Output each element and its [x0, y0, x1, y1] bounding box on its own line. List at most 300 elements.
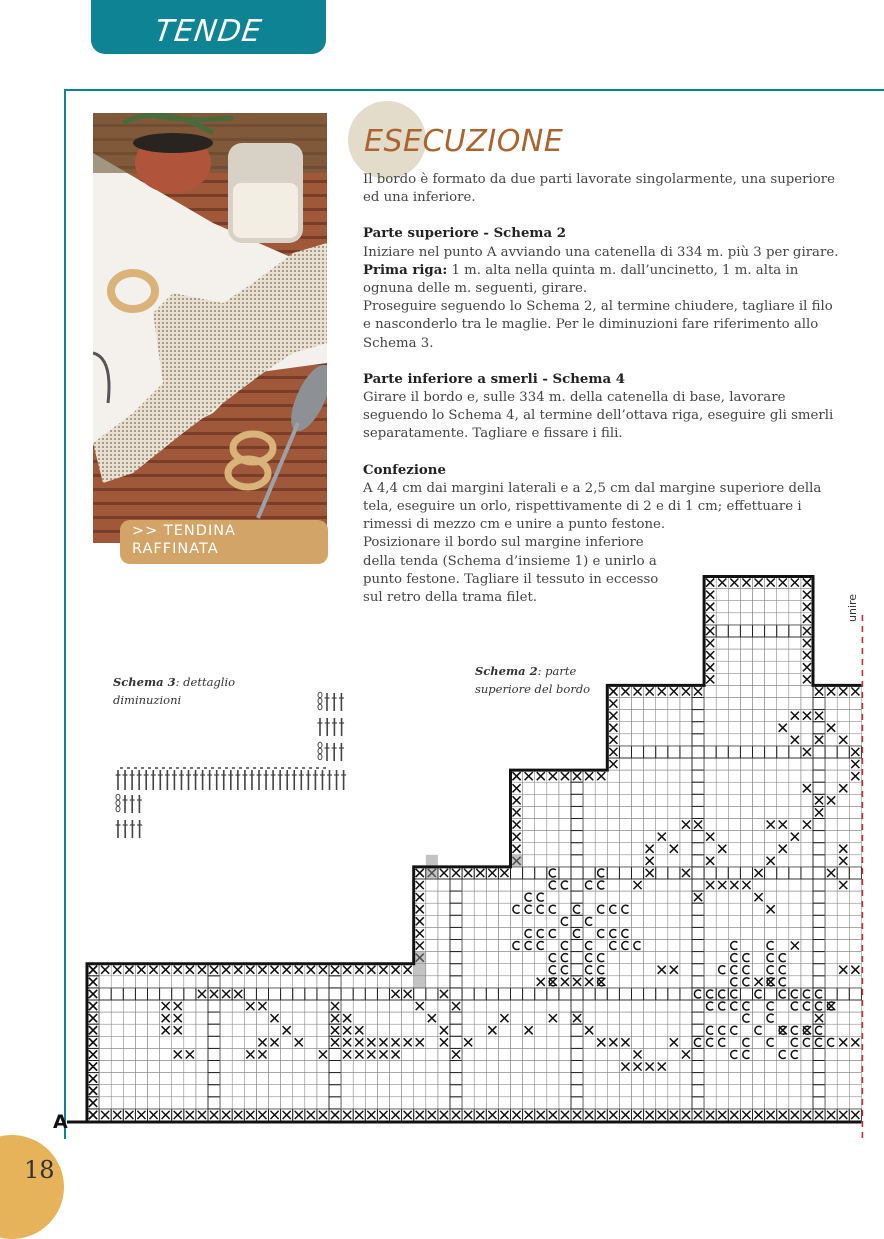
chart-cell — [619, 794, 631, 806]
chart-cell — [777, 770, 789, 782]
filled-cell-mark — [839, 784, 847, 792]
chart-cell — [656, 1024, 668, 1036]
filled-cell-mark — [210, 990, 218, 998]
chart-cell — [559, 794, 571, 806]
chart-cell — [692, 806, 704, 818]
chart-cell — [462, 976, 474, 988]
lacet-cell-mark — [537, 893, 544, 901]
chart-cell — [753, 940, 765, 952]
chart-cell — [256, 1061, 268, 1073]
chart-cell — [765, 1097, 777, 1109]
chart-cell — [680, 891, 692, 903]
chart-cell — [353, 976, 365, 988]
chart-cell — [765, 806, 777, 818]
filled-cell-mark — [706, 627, 714, 635]
chart-cell — [753, 927, 765, 939]
chart-cell — [619, 746, 631, 758]
chart-cell — [837, 722, 849, 734]
chart-cell — [813, 758, 825, 770]
chart-cell — [474, 879, 486, 891]
lacet-cell-mark — [549, 954, 556, 962]
chart-cell — [789, 673, 801, 685]
upper-part-paragraph-3: Proseguire seguendo lo Schema 2, al termine chiudere, tagliare il filo e nasconderlo tra le maglie. Per le diminuzioni fare riferimento allo Schema 3. — [363, 299, 833, 351]
chart-cell — [317, 1036, 329, 1048]
chart-cell — [813, 1097, 825, 1109]
chart-cell — [511, 915, 523, 927]
chart-cell — [486, 952, 498, 964]
chart-cell — [438, 1073, 450, 1085]
chart-cell — [740, 988, 752, 1000]
chart-cell — [644, 722, 656, 734]
chart-cell — [607, 770, 619, 782]
chart-cell — [462, 1085, 474, 1097]
chart-cell — [523, 819, 535, 831]
chart-cell — [523, 1061, 535, 1073]
filled-cell-mark — [222, 990, 230, 998]
chart-cell — [813, 940, 825, 952]
chart-cell — [571, 819, 583, 831]
filled-cell-mark — [513, 821, 521, 829]
chart-cell — [607, 879, 619, 891]
chart-cell — [523, 952, 535, 964]
chart-cell — [728, 637, 740, 649]
chart-cell — [619, 843, 631, 855]
chart-cell — [680, 806, 692, 818]
chart-cell — [426, 1000, 438, 1012]
chart-cell — [789, 649, 801, 661]
chart-cell — [849, 843, 861, 855]
chart-cell — [632, 1000, 644, 1012]
chart-cell — [813, 903, 825, 915]
chart-cell — [196, 1024, 208, 1036]
chart-cell — [728, 806, 740, 818]
filled-cell-mark — [646, 845, 654, 853]
chart-cell — [523, 867, 535, 879]
chart-cell — [426, 903, 438, 915]
chart-cell — [619, 891, 631, 903]
chart-cell — [632, 952, 644, 964]
chart-cell — [704, 746, 716, 758]
chart-cell — [680, 1024, 692, 1036]
chart-cell — [849, 976, 861, 988]
chart-cell — [765, 589, 777, 601]
chart-cell — [244, 1024, 256, 1036]
filled-cell-mark — [113, 1111, 121, 1119]
filled-cell-mark — [331, 1002, 339, 1010]
chart-cell — [644, 927, 656, 939]
lacet-cell-mark — [731, 1026, 738, 1034]
filled-cell-mark — [839, 736, 847, 744]
chart-cell — [740, 903, 752, 915]
chart-cell — [607, 915, 619, 927]
chart-cell — [644, 1048, 656, 1060]
chart-cell — [753, 661, 765, 673]
filled-cell-mark — [513, 784, 521, 792]
chart-cell — [317, 1085, 329, 1097]
chart-cell — [680, 843, 692, 855]
chart-cell — [753, 589, 765, 601]
filled-cell-mark — [827, 869, 835, 877]
chart-cell — [426, 1036, 438, 1048]
chart-cell — [692, 746, 704, 758]
chart-cell — [595, 1097, 607, 1109]
filled-cell-mark — [755, 869, 763, 877]
chart-cell — [801, 1085, 813, 1097]
chart-cell — [619, 1024, 631, 1036]
chart-cell — [281, 1073, 293, 1085]
chart-cell — [765, 1073, 777, 1085]
chart-cell — [837, 698, 849, 710]
chart-cell — [704, 843, 716, 855]
filled-cell-mark — [634, 1111, 642, 1119]
chart-cell — [753, 685, 765, 697]
chart-cell — [402, 1012, 414, 1024]
filled-cell-mark — [670, 1038, 678, 1046]
filled-cell-mark — [198, 1111, 206, 1119]
chart-cell — [813, 843, 825, 855]
filled-cell-mark — [464, 869, 472, 877]
chart-cell — [607, 819, 619, 831]
filled-cell-mark — [452, 869, 460, 877]
chart-cell — [196, 1036, 208, 1048]
filled-cell-mark — [706, 579, 714, 587]
lacet-cell-mark — [707, 1038, 714, 1046]
lacet-cell-mark — [791, 1050, 798, 1058]
chart-cell — [801, 1012, 813, 1024]
filled-cell-mark — [561, 1111, 569, 1119]
chart-cell — [99, 1073, 111, 1085]
filled-cell-mark — [767, 821, 775, 829]
chart-cell — [632, 746, 644, 758]
chart-cell — [656, 915, 668, 927]
chart-cell — [377, 1097, 389, 1109]
chart-cell — [789, 964, 801, 976]
upper-part-paragraph-1: Iniziare nel punto A avviando una catenella di 334 m. più 3 per girare. — [363, 244, 839, 260]
filled-cell-mark — [89, 1075, 97, 1083]
chart-cell — [256, 1073, 268, 1085]
filled-cell-mark — [440, 990, 448, 998]
filled-cell-mark — [706, 603, 714, 611]
chart-cell — [123, 1085, 135, 1097]
chart-cell — [426, 1061, 438, 1073]
chart-cell — [619, 1097, 631, 1109]
chart-cell — [184, 988, 196, 1000]
chart-cell — [704, 722, 716, 734]
chart-cell — [450, 915, 462, 927]
chart-cell — [619, 1000, 631, 1012]
chart-cell — [160, 1061, 172, 1073]
chart-cell — [511, 891, 523, 903]
chart-cell — [595, 1061, 607, 1073]
chart-cell — [438, 1085, 450, 1097]
chart-cell — [281, 1036, 293, 1048]
filled-cell-mark — [839, 687, 847, 695]
chart-cell — [753, 734, 765, 746]
chart-cell — [644, 879, 656, 891]
chart-cell — [813, 770, 825, 782]
chart-cell — [184, 1061, 196, 1073]
chart-cell — [148, 1000, 160, 1012]
chart-cell — [244, 1036, 256, 1048]
chart-cell — [656, 927, 668, 939]
chart-cell — [668, 940, 680, 952]
chart-cell — [365, 976, 377, 988]
chart-cell — [111, 1000, 123, 1012]
filled-cell-mark — [839, 1111, 847, 1119]
filled-cell-mark — [258, 1038, 266, 1046]
filled-cell-mark — [730, 579, 738, 587]
chart-cell — [716, 915, 728, 927]
filled-cell-mark — [779, 724, 787, 732]
chart-cell — [632, 831, 644, 843]
chart-cell — [571, 964, 583, 976]
chart-cell — [498, 927, 510, 939]
chart-cell — [656, 891, 668, 903]
chart-cell — [123, 1097, 135, 1109]
chart-cell — [789, 952, 801, 964]
chart-cell — [498, 1097, 510, 1109]
chart-cell — [583, 1097, 595, 1109]
start-point-label: A — [53, 1111, 68, 1133]
filled-cell-mark — [815, 796, 823, 804]
chart-cell — [474, 1073, 486, 1085]
chart-cell — [644, 806, 656, 818]
filled-cell-mark — [513, 1111, 521, 1119]
chart-cell — [450, 940, 462, 952]
chart-cell — [753, 770, 765, 782]
chart-cell — [571, 806, 583, 818]
filled-cell-mark — [791, 736, 799, 744]
chart-cell — [789, 613, 801, 625]
chart-cell — [196, 1061, 208, 1073]
chart-cell — [450, 1012, 462, 1024]
chart-cell — [135, 1036, 147, 1048]
filled-cell-mark — [258, 1111, 266, 1119]
chart-cell — [583, 1085, 595, 1097]
chart-cell — [753, 1000, 765, 1012]
filled-cell-mark — [851, 772, 859, 780]
chart-cell — [680, 698, 692, 710]
filled-cell-mark — [803, 748, 811, 756]
caption-line-1: >> TENDINA — [132, 523, 236, 539]
filled-cell-mark — [392, 1038, 400, 1046]
chart-cell — [148, 1012, 160, 1024]
chart-cell — [680, 770, 692, 782]
chart-cell — [256, 1097, 268, 1109]
chart-cell — [498, 891, 510, 903]
chart-cell — [365, 1097, 377, 1109]
chart-cell — [450, 1036, 462, 1048]
chart-cell — [777, 1000, 789, 1012]
chart-cell — [753, 806, 765, 818]
chart-cell — [269, 1000, 281, 1012]
chart-cell — [135, 1012, 147, 1024]
chart-cell — [559, 831, 571, 843]
filled-cell-mark — [755, 978, 763, 986]
chart-cell — [632, 915, 644, 927]
chart-cell — [801, 976, 813, 988]
chart-cell — [656, 722, 668, 734]
chart-cell — [740, 637, 752, 649]
chart-cell — [813, 915, 825, 927]
chart-cell — [704, 927, 716, 939]
filled-cell-mark — [815, 687, 823, 695]
chart-cell — [837, 1061, 849, 1073]
chart-cell — [607, 1024, 619, 1036]
filled-cell-mark — [803, 712, 811, 720]
chart-cell — [390, 1012, 402, 1024]
chart-cell — [377, 1024, 389, 1036]
filled-cell-mark — [827, 1111, 835, 1119]
chart-cell — [438, 952, 450, 964]
chart-cell — [390, 976, 402, 988]
chart-cell — [716, 685, 728, 697]
filled-cell-mark — [464, 1111, 472, 1119]
chart-cell — [801, 867, 813, 879]
chart-cell — [825, 940, 837, 952]
chart-cell — [462, 988, 474, 1000]
chart-cell — [740, 1085, 752, 1097]
chart-cell — [680, 988, 692, 1000]
filled-cell-mark — [803, 627, 811, 635]
chart-cell — [498, 988, 510, 1000]
chart-cell — [547, 940, 559, 952]
chart-cell — [438, 879, 450, 891]
filled-cell-mark — [779, 821, 787, 829]
chart-cell — [256, 1085, 268, 1097]
lacet-cell-mark — [561, 966, 568, 974]
lacet-cell-mark — [719, 990, 726, 998]
lacet-cell-mark — [525, 942, 532, 950]
chart-cell — [535, 794, 547, 806]
chart-cell — [801, 806, 813, 818]
chart-cell — [99, 1000, 111, 1012]
chart-cell — [740, 661, 752, 673]
chart-cell — [498, 1073, 510, 1085]
chart-cell — [571, 952, 583, 964]
chart-cell — [148, 1061, 160, 1073]
chart-cell — [825, 806, 837, 818]
chart-cell — [704, 794, 716, 806]
chart-cell — [511, 867, 523, 879]
chart-cell — [801, 1061, 813, 1073]
filled-cell-mark — [331, 966, 339, 974]
chart-cell — [765, 867, 777, 879]
chart-cell — [547, 843, 559, 855]
filled-cell-mark — [307, 1111, 315, 1119]
chart-cell — [111, 1036, 123, 1048]
chart-cell — [789, 589, 801, 601]
chart-cell — [849, 782, 861, 794]
chart-cell — [511, 927, 523, 939]
chart-cell — [498, 1000, 510, 1012]
schema2-label-rest: : parte — [537, 664, 577, 678]
chart-cell — [498, 903, 510, 915]
filled-cell-mark — [89, 1111, 97, 1119]
chart-cell — [220, 976, 232, 988]
chart-cell — [486, 988, 498, 1000]
chart-cell — [632, 843, 644, 855]
chart-cell — [632, 855, 644, 867]
lower-part-heading: Parte inferiore a smerli - Schema 4 — [363, 371, 625, 387]
filled-cell-mark — [162, 966, 170, 974]
chart-cell — [377, 1012, 389, 1024]
filled-cell-mark — [851, 748, 859, 756]
chart-cell — [716, 601, 728, 613]
lacet-cell-mark — [525, 929, 532, 937]
chart-cell — [535, 1085, 547, 1097]
chart-cell — [547, 1085, 559, 1097]
lower-part-paragraph: Girare il bordo e, sulle 334 m. della catenella di base, lavorare seguendo lo Schema 4, al termine dell’ottava riga, eseguire gli smerli separatamente. Tagliare e fissare i fili. — [363, 390, 834, 442]
chart-cell — [377, 988, 389, 1000]
filled-cell-mark — [162, 1111, 170, 1119]
chart-cell — [523, 1036, 535, 1048]
chart-cell — [595, 855, 607, 867]
chart-cell — [148, 988, 160, 1000]
chart-cell — [825, 915, 837, 927]
chart-cell — [692, 758, 704, 770]
decrease-shade — [414, 976, 426, 988]
filled-cell-mark — [851, 966, 859, 974]
filled-cell-mark — [150, 966, 158, 974]
filled-cell-mark — [392, 966, 400, 974]
lacet-cell-mark — [586, 917, 593, 925]
upper-part-heading: Parte superiore - Schema 2 — [363, 226, 566, 242]
filled-cell-mark — [246, 1050, 254, 1058]
chart-cell — [704, 940, 716, 952]
chart-cell — [704, 698, 716, 710]
chart-cell — [728, 867, 740, 879]
chart-cell — [740, 1097, 752, 1109]
chart-cell — [753, 879, 765, 891]
chart-cell — [680, 915, 692, 927]
chart-cell — [595, 1048, 607, 1060]
filled-cell-mark — [367, 966, 375, 974]
chart-cell — [728, 927, 740, 939]
filled-cell-mark — [609, 724, 617, 732]
chart-cell — [825, 1024, 837, 1036]
decrease-shade — [511, 855, 523, 867]
chart-cell — [269, 1097, 281, 1109]
chart-cell — [498, 1024, 510, 1036]
chart-cell — [414, 1048, 426, 1060]
chart-cell — [656, 794, 668, 806]
chart-cell — [801, 758, 813, 770]
chart-cell — [777, 1012, 789, 1024]
chart-cell — [160, 1085, 172, 1097]
filled-cell-mark — [331, 1038, 339, 1046]
chart-cell — [801, 685, 813, 697]
lacet-cell-mark — [525, 893, 532, 901]
chart-cell — [426, 1048, 438, 1060]
chart-cell — [765, 613, 777, 625]
chart-cell — [789, 601, 801, 613]
chart-cell — [220, 1097, 232, 1109]
lacet-cell-mark — [731, 1050, 738, 1058]
chart-cell — [511, 1000, 523, 1012]
chart-cell — [740, 806, 752, 818]
chart-cell — [740, 819, 752, 831]
chart-cell — [765, 601, 777, 613]
chart-cell — [740, 698, 752, 710]
chart-cell — [414, 1073, 426, 1085]
filled-cell-mark — [730, 1111, 738, 1119]
chart-cell — [329, 988, 341, 1000]
chart-cell — [583, 1061, 595, 1073]
filled-cell-mark — [706, 675, 714, 683]
chart-cell — [474, 1024, 486, 1036]
filled-cell-mark — [174, 1014, 182, 1022]
